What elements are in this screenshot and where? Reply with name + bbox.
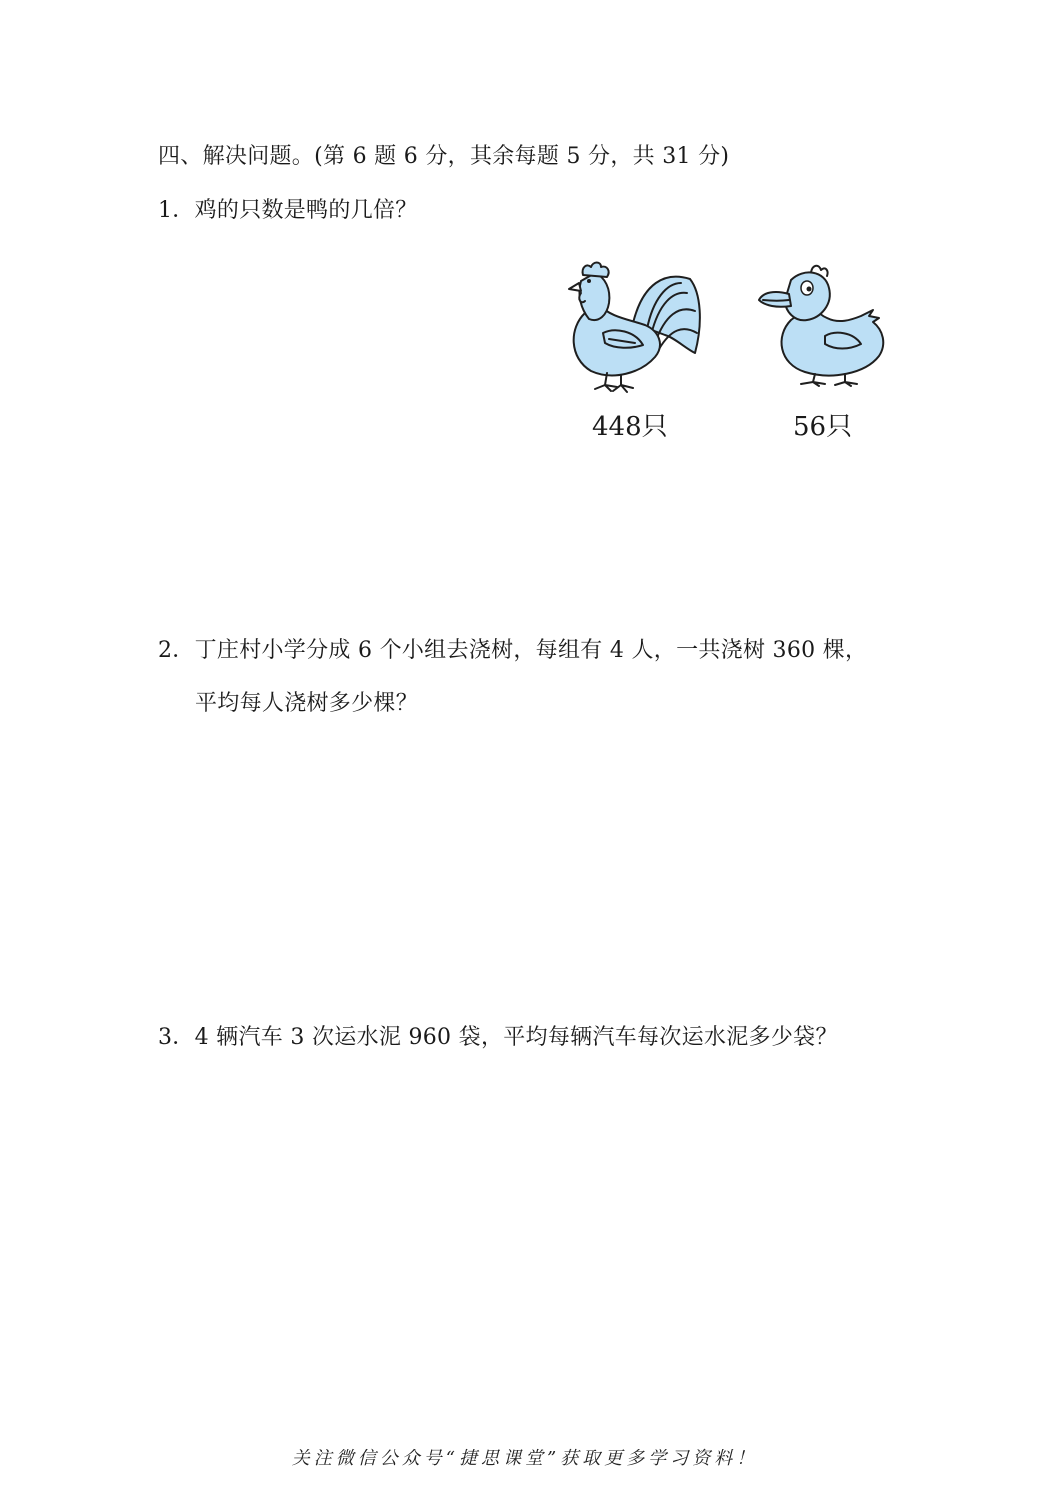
question-2-text-line-1: 2．丁庄村小学分成 6 个小组去浇树，每组有 4 人，一共浇树 360 棵，: [158, 638, 868, 663]
duck-count: 56只: [793, 412, 853, 442]
question-2-text-line-2: 平均每人浇树多少棵？: [195, 691, 419, 716]
question-1-text: 1．鸡的只数是鸭的几倍？: [158, 198, 418, 223]
chicken-count: 448只: [592, 412, 668, 442]
footer-notice: 关注微信公众号“捷思课堂”获取更多学习资料！: [291, 1448, 759, 1469]
question-3-text: 3．4 辆汽车 3 次运水泥 960 袋，平均每辆汽车每次运水泥多少袋？: [158, 1025, 838, 1050]
section-title: 四、解决问题。(第 6 题 6 分，其余每题 5 分，共 31 分): [158, 144, 730, 169]
duck-icon: [755, 260, 895, 390]
rooster-icon: [555, 253, 705, 395]
